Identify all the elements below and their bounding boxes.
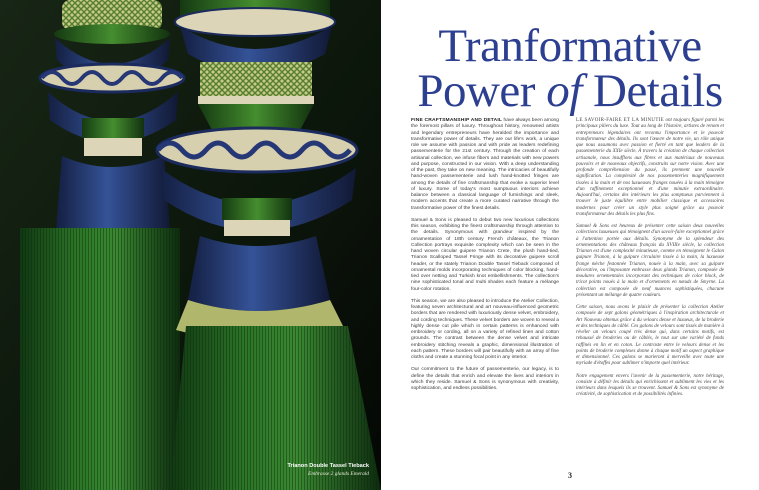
french-paragraph-4: Notre engagement envers l'avenir de la passementerie, notre héritage, consiste à définir les détails qui enrichissent et subliment les vies et les intérieurs dans lesquels ils se trouvent. Samuel & Sons est synonyme de créativité, de sophistication et de possibilités infinies. [576, 373, 724, 398]
english-paragraph-3: This season, we are also pleased to introduce the Atelier Collection, featuring seven architectural and art nouveau-influenced geometric borders that are rendered with luxuriously dense velvet, embroidery, and cording techniques. These velvet borders are woven to reveal a highly dense cut pile which in certain patterns is enhanced with embroidery or cording, all on a variety of refined linen and cotton grounds. The contrast between the dense velvet and intricate embroidery stitching reveals a graphic, dimensional illustration of each pattern. These borders will pair beautifully with an array of fine cloths and create a stunning focal point in any interior. [411, 298, 559, 360]
headline-line1: Tranformative [438, 20, 702, 72]
french-column [576, 118, 724, 405]
caption-subtitle: Embrasse 2 glands Emerald [308, 471, 369, 477]
article-page [381, 0, 759, 490]
photo-caption [287, 462, 369, 478]
english-paragraph-4: Our commitment to the future of passementerie, our legacy, is to define the details that enrich and elevate the lives and interiors in which they reside. Samuel & Sons is synonymous with creativity, sophistication, and endless possibilities. [411, 367, 559, 391]
english-paragraph-2: Samuel & Sons is pleased to debut two new luxurious collections this season, exhibiting the finest craftsmanship through attention to the details. Synonymous with grandeur inspired by the ornamentation of 18th century French châteaux, the Trianon Collection portrays exquisite complexity which can be seen in the hand woven circular guipere Trianon Crete, the plush hand-tied, Trianon Scalloped Tassel Fringe with its decorative guipere scroll header, or the stately Trianon Double Tassel Tieback composed of ornamental molds incorporating techniques of color blocking, hand-tied over netting and Turkish knot embellishments. The collection's nine sophisticated tonal and multi shades each feature a mélange four-color rotation. [411, 217, 559, 292]
english-paragraph [411, 118, 559, 212]
page-number: 3 [568, 471, 572, 480]
headline-line2-b: of [546, 65, 582, 117]
headline-line2-a: Power [417, 65, 547, 117]
french-paragraph [576, 118, 724, 218]
english-lead: FINE CRAFTSMANSHIP AND DETAIL [411, 118, 503, 123]
french-paragraph-2: Samuel & Sons est heureux de présenter cette saison deux nouvelles collections luxueuses qui témoignent d'un savoir-faire exceptionnel grâce à l'attention portée aux détails. Synonyme de la splendeur des ornementations des châteaux français du XVIIIe siècle, la collection Trianon est d'une complexité minutieuse, comme en témoignent le Galon guipure Trianon, à la guipure circulaire tissée à la main, la luxueuse frange mèche festonnée Trianon, nouée à la main, avec sa guipure décorative, ou l'imposante embrasse deux glands Trianon, composée de moulures ornementales incorporant des techniques de color block, de tricot points noués à la main et d'ornements en nœuds de Smyrne. La collection est composée de neuf nuances sophistiquées, chacune présentant un mélange de quatre couleurs. [576, 224, 724, 298]
french-p1: ont toujours figuré parmi les principaux piliers du luxe. Tout au long de l'histoire, artistes de renom et entrepreneurs légendaires ont reconnu l'importance et le pouvoir transformateur des détails. Ils sont l'œuvre de notre vie, un rôle unique que nous assumons avec passion et fierté en tant que leaders de la passementerie du XXIe siècle. À travers la création de chaque collection artisanale, nous insufflons aux fibres et aux matériaux de nouveaux pouvoirs et de nouveaux objectifs, construits sur notre vision. Avec une profonde compréhension du passé, ils prennent une nouvelle signification. La complexité de nos passementeries magnifiquement tissées à la main et de nos luxueuses franges nouées à la main témoigne d'un raffinement exceptionnel et d'une minutie extraordinaire. Aujourd'hui, certains des intérieurs les plus somptueux parviennent à trouver le juste équilibre entre mobilier classique et accessoires modernes pour créer un style plus soigné grâce au pouvoir transformateur des détails les plus fins. [576, 118, 724, 217]
english-p1: have always been among the foremost pillars of luxury. Throughout history, renowned artists and legendary entrepreneurs have heralded the importance and transformative power of details. They are our life's work, a unique role we assume with passion and with pride as leaders redefining passementerie for the 21st century. Through the creation of each artisanal collection, we infuse fibers and materials with new powers and purpose, constructed in our vision. With a deep understanding of the past, they take on new meaning. The intricacies of beautifully hand-woven passementerie and lush hand-knotted fringes are among the details of fine craftsmanship that evoke a superior level of luxury. Some of today's most sumptuous interiors achieve balance between a classical language of furnishings and sleek, modern accents that create a more curated narrative through the transformative power of the finest details. [411, 118, 559, 211]
french-lead: LE SAVOIR-FAIRE ET LA MINUTIE [576, 118, 665, 123]
french-paragraph-3: Cette saison, nous avons le plaisir de présenter la collection Atelier composée de sept galons géométriques à l'inspiration architecturale et Art Nouveau obtenus grâce à du velours dense et luxueux, de la broderie et des techniques de câblé. Ces galons de velours sont tissés de manière à révéler un velours coupé très dense qui, dans certains motifs, est rehaussé de broderies ou de câblés, le tout sur une variété de fonds raffinés en lin et en coton. Le contraste entre le velours dense et les points de broderie complexes donne à chaque motif un aspect graphique et dimensionnel. Ces galons se marieront à merveille avec toute une myriade d'étoffes pour sublimer n'importe quel intérieur. [576, 305, 724, 367]
headline-line2-c: Details [581, 65, 723, 117]
caption-title: Trianon Double Tassel Tieback [287, 463, 369, 469]
english-column [411, 118, 559, 398]
headline [381, 20, 759, 117]
